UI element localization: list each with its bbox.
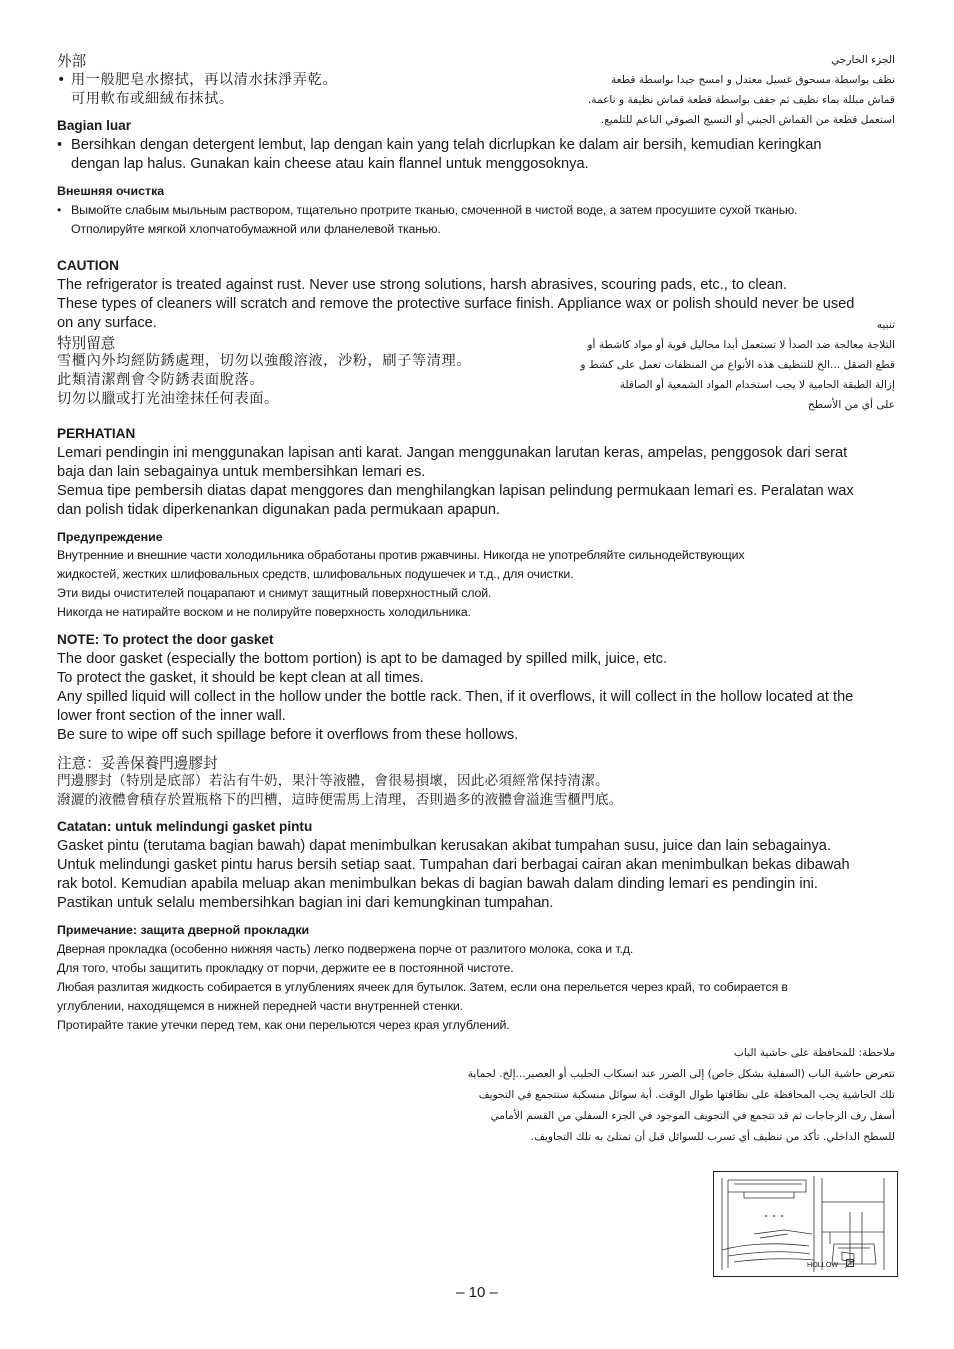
ar-gasket-text: ملاحظة: للمحافظة على حاشية الباب تتعرض حاشية الباب (السفلية بشكل خاص) إلى الضرر عند انسكاب الحليب أو العصير...إلخ. لحماية تلك الحاشية يجب المحافظة على نظافتها طوال الوقت. أية سوائل منسكبة ستتجمع في التجويف أسفل رف الزجاجات ثم قد تتجمع في التجويف الموجود في الجزء السفلي من القسم الأمامي للسطح الداخلي. تأكد من تنظيف أي تسرب للسوائل قبل أن تمتلئ به تلك التجاويف. [467, 1047, 895, 1143]
ru-exterior-heading: Внешняя очистка [57, 184, 165, 198]
ar-caution-text: تنبيه التلاجة معالجة ضد الصدأ لا تستعمل أبدا محاليل قوية أو مواد كاشطة أو قطع الصقل ...الخ للتنظيف هذه الأنواع من المنظفات تعمل على كشط و إزالة الطبقة الحامية لا يجب استخدام المواد الشمعية أو الصاقلة على أي من الأسطح [580, 319, 895, 411]
zh-exterior-text: • 用一般肥皂水擦拭，再以清水抹淨弄乾。 可用軟布或細絨布抹拭。 [57, 72, 338, 107]
ru-caution-text: Внутренние и внешние части холодильника обработаны против ржавчины. Никогда не употребляйте сильнодействующих жидкостей, жестких шлифовальных средств, шлифовальных подушечек и т.д., для очистки. Эти виды очистителей поцарапают и снимут защитный поверхностный слой. Никогда не натирайте воском и не полируйте поверхность холодильника. [57, 548, 745, 619]
en-caution-heading: CAUTION [57, 258, 119, 273]
zh-caution-text: 雪櫃內外均經防銹處理，切勿以強酸溶液，沙粉，刷子等清理。 此類清潔劑會令防銹表面脫落。 切勿以臘或打光油塗抹任何表面。 [57, 353, 472, 407]
bullet: • [57, 72, 66, 88]
zh-gasket-text: 門邊膠封（特別是底部）若沾有牛奶，果汁等液體，會很易損壞，因此必須經常保持清潔。 潑灑的液體會積存於置瓶格下的凹槽，這時便需馬上清理，否則過多的液體會溢進雪櫃門底。 [57, 773, 623, 808]
en-caution-text: The refrigerator is treated against rust. Never use strong solutions, harsh abrasives, scouring pads, etc., to clean. These types of cleaners will scratch and remove the protective surface finish. Appliance wax or polish should never be used on any surface. [57, 277, 855, 331]
refrigerator-interior-illustration [714, 1172, 897, 1276]
page-number: – 10 – [456, 1284, 498, 1301]
ru-gasket-heading: Примечание: защита дверной прокладки [57, 923, 310, 937]
gasket-hollow-figure [713, 1171, 898, 1277]
ms-gasket-text: Gasket pintu (terutama bagian bawah) dapat menimbulkan kerusakan akibat tumpahan susu, juice dan lain sebagainya. Untuk melindungi gasket pintu harus bersih setiap saat. Tumpahan dari berbagai cairan akan menimbulkan bekas dibawah rak botol. Kemudian apabila meluap akan menimbulkan bekas di bagian bawah dalam dinding lemari es pendingin ini. Pastikan untuk selalu membersihkan bagian ini dari kemungkinan tumpahan. [57, 838, 850, 911]
zh-caution-heading: 特別留意 [57, 335, 116, 352]
ms-caution-text: Lemari pendingin ini menggunakan lapisan anti karat. Jangan menggunakan larutan keras, ampelas, penggosok dari serat baja dan lain sebagainya untuk membersihkan lemari es. Semua tipe pembersih diatas dapat menggores dan menghilangkan lapisan pelindung permukaan lemari es. Peralatan wax dan polish tidak diperkenankan digunakan pada permukaan apapun. [57, 445, 854, 518]
bottle-rack-glyph [765, 1215, 783, 1217]
ar-exterior-text: الجزء الخارجي نظف بواسطة مسحوق غسيل معتدل و امسح جيدا بواسطة قطعة قماش مبللة بماء نظيف ثم جفف بواسطة قطعة قماش نظيفة و ناعمة. استعمل قطعة من القماش الجبني أو النسيج الصوفي الناعم للتلميع. [587, 54, 895, 126]
ru-exterior-text: • Вымойте слабым мыльным раствором, тщательно протрите тканью, смоченной в чистой воде, а затем просушите сухой тканью. Отполируйте мягкой хлопчатобумажной или фланелевой тканью. [57, 203, 798, 236]
ms-caution-heading: PERHATIAN [57, 426, 136, 441]
ms-exterior-text: • Bersihkan dengan detergent lembut, lap dengan kain yang telah dicrlupkan ke dalam air bersih, kemudian keringkan dengan lap halus. Gunakan kain cheese atau kain flannel untuk menggosoknya. [57, 137, 822, 172]
hollow-marker-icon [846, 1259, 854, 1267]
hollow-label: HOLLOW [807, 1260, 839, 1269]
zh-exterior-heading: 外部 [57, 53, 87, 70]
ru-gasket-text: Дверная прокладка (особенно нижняя часть) легко подвержена порче от разлитого молока, сока и т.д. Для того, чтобы защитить прокладку от порчи, держите ее в постоянной чистоте. Любая разлитая жидкость собирается в углублениях ячеек для бутылок. Затем, если она перельется через край, то собирается в углублении, находящемся в нижней передней части внутренней стенки. Протирайте такие утечки перед тем, как они перельются через края углублений. [57, 942, 788, 1032]
ms-gasket-heading: Catatan: untuk melindungi gasket pintu [57, 819, 313, 834]
en-gasket-text: The door gasket (especially the bottom portion) is apt to be damaged by spilled milk, juice, etc. To protect the gasket, it should be kept clean at all times. Any spilled liquid will collect in the hollow under the bottle rack. Then, if it overflows, it will collect in the hollow located at the lower front section of the inner wall. Be sure to wipe off such spillage before it overflows from these hollows. [57, 651, 854, 743]
en-gasket-heading: NOTE: To protect the door gasket [57, 632, 274, 647]
ms-exterior-heading: Bagian luar [57, 118, 132, 133]
zh-gasket-heading: 注意：妥善保養門邊膠封 [57, 755, 218, 772]
bullet: • [57, 137, 63, 153]
ru-caution-heading: Предупреждение [57, 530, 163, 544]
bullet: • [57, 203, 62, 217]
